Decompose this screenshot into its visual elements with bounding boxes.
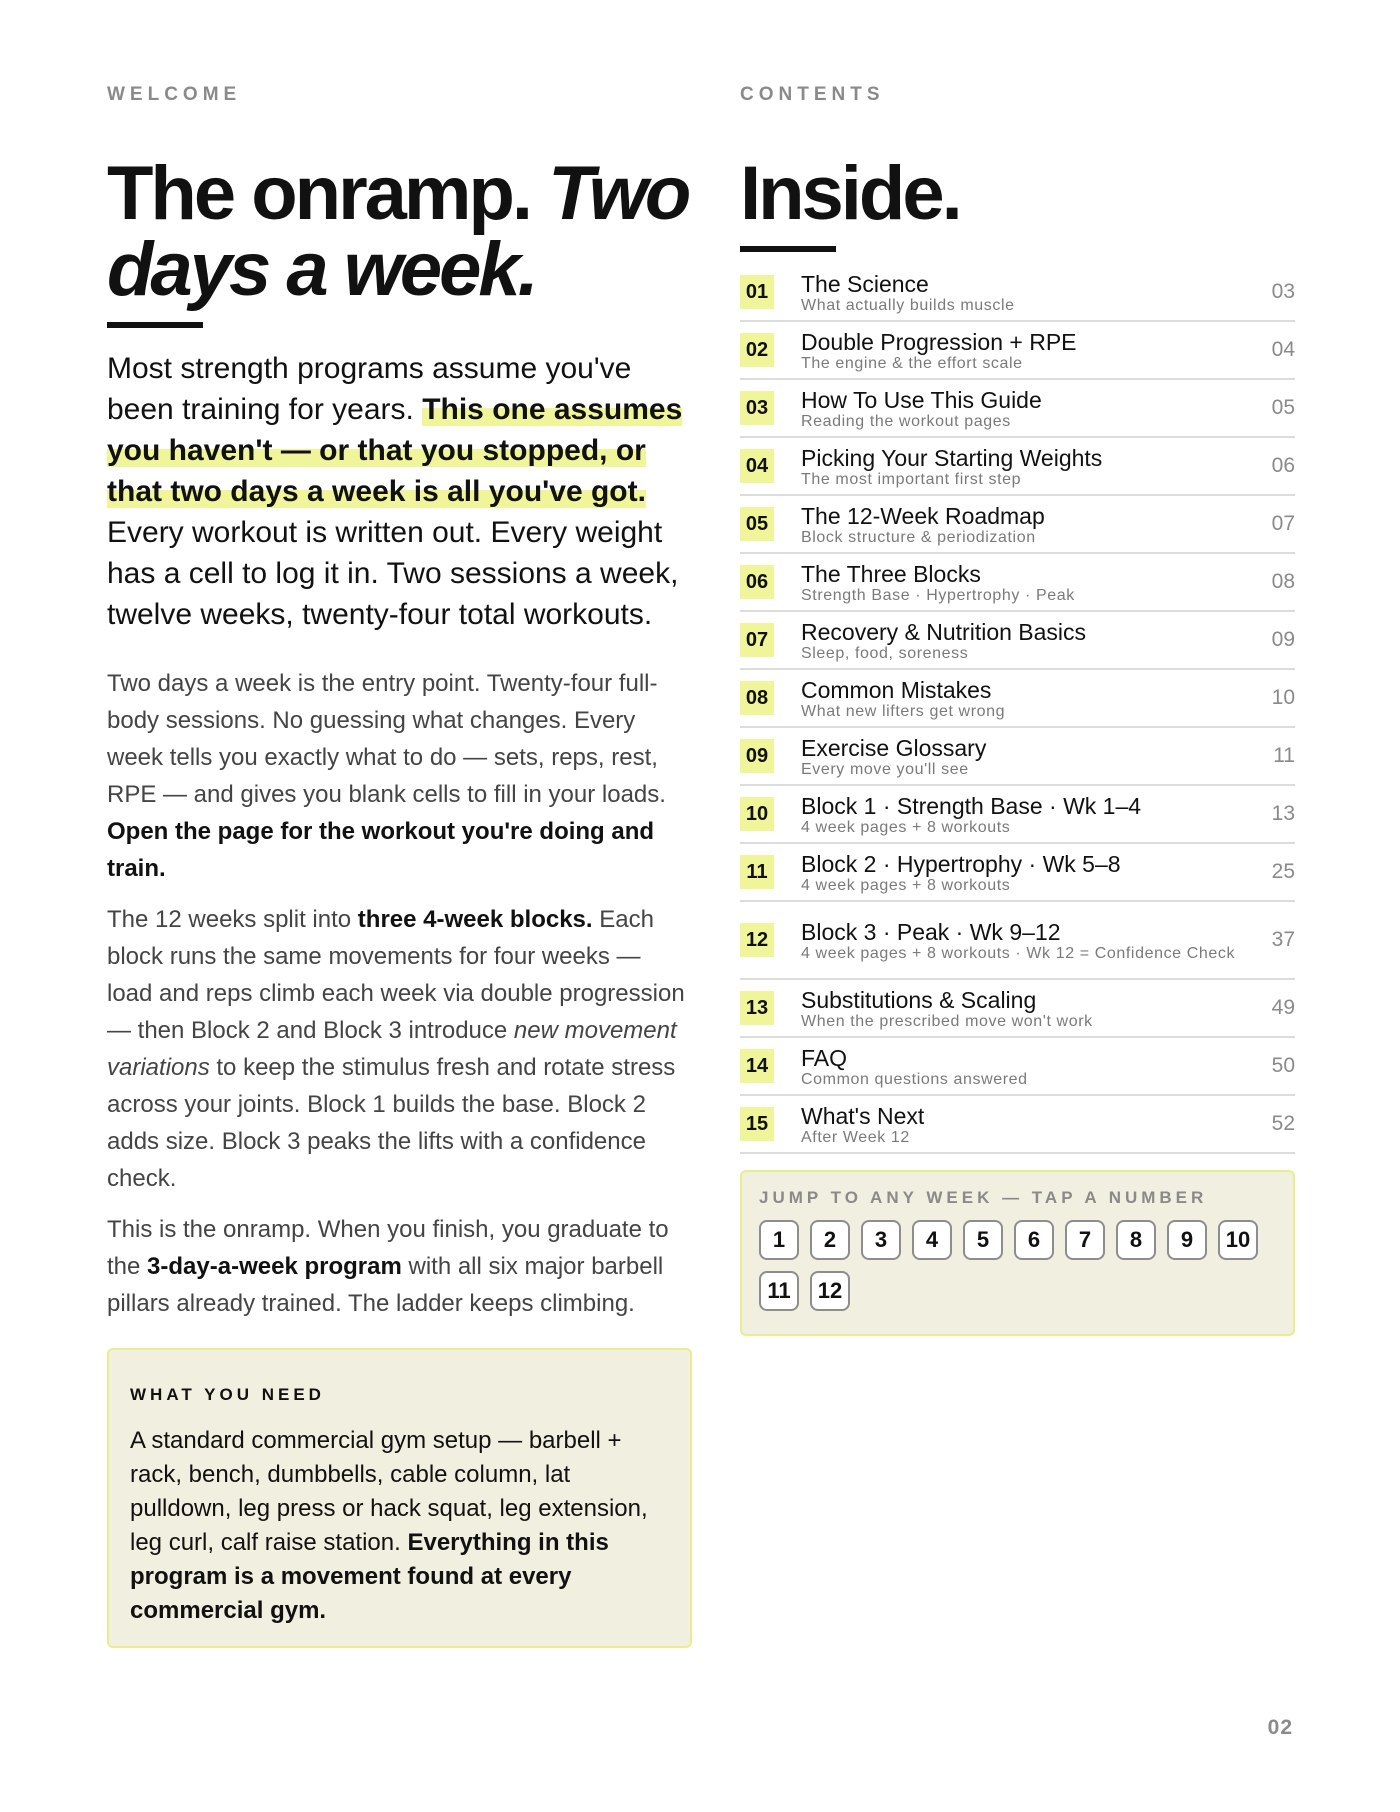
toc-row[interactable] — [740, 1096, 1295, 1154]
toc-subtitle: 4 week pages + 8 workouts — [801, 876, 1011, 894]
toc-page: 13 — [1271, 802, 1295, 825]
toc-entry — [801, 851, 1255, 894]
para1-text: Two days a week is the entry point. Twenty-four full-body sessions. No guessing what changes. Every week tells you exactly what to do — sets, reps, rest, RPE — and gives you blank cells to fill in your loads. — [107, 670, 666, 808]
body-paragraph-3 — [107, 1211, 692, 1322]
toc-row[interactable] — [740, 612, 1295, 670]
toc-entry — [801, 793, 1255, 836]
toc-title: The Three Blocks — [801, 560, 981, 587]
toc-title: Common Mistakes — [801, 676, 992, 703]
toc-page: 08 — [1271, 570, 1295, 593]
week-buttons — [759, 1220, 1276, 1322]
toc-entry — [801, 619, 1255, 662]
toc-number: 15 — [740, 1107, 774, 1141]
lead-highlight: This one assumes you haven't — or that you stopped, or that two days a week is all you've got. — [107, 393, 683, 508]
toc-number: 05 — [740, 507, 774, 541]
toc-entry — [801, 987, 1255, 1030]
toc-page: 03 — [1271, 280, 1295, 303]
lead-paragraph — [107, 348, 692, 635]
body-paragraph-2 — [107, 901, 692, 1197]
table-of-contents — [740, 264, 1295, 1154]
toc-subtitle: After Week 12 — [801, 1128, 910, 1146]
toc-title: Recovery & Nutrition Basics — [801, 618, 1087, 645]
toc-page: 06 — [1271, 454, 1295, 477]
week-button[interactable]: 4 — [912, 1220, 952, 1260]
need-body: A standard commercial gym setup — barbell + rack, bench, dumbbells, cable column, lat pulldown, leg press or hack squat, leg extension, leg curl, calf raise station. — [130, 1427, 648, 1556]
toc-entry — [801, 1103, 1255, 1146]
contents-eyebrow: CONTENTS — [740, 84, 885, 105]
welcome-eyebrow: WELCOME — [107, 84, 242, 105]
toc-entry — [801, 735, 1255, 778]
toc-number: 02 — [740, 333, 774, 367]
para3-b: with all six major barbell pillars already trained. The ladder keeps climbing. — [107, 1253, 664, 1317]
toc-page: 50 — [1271, 1054, 1295, 1077]
toc-page: 11 — [1273, 744, 1295, 767]
toc-number: 08 — [740, 681, 774, 715]
toc-row[interactable] — [740, 554, 1295, 612]
week-button[interactable]: 11 — [759, 1271, 799, 1311]
toc-subtitle: 4 week pages + 8 workouts · Wk 12 = Confidence Check — [801, 944, 1236, 962]
toc-row[interactable] — [740, 786, 1295, 844]
toc-row[interactable] — [740, 902, 1295, 980]
toc-title: Substitutions & Scaling — [801, 986, 1037, 1013]
toc-subtitle: The engine & the effort scale — [801, 354, 1023, 372]
toc-entry — [801, 445, 1255, 488]
para2-b: Each block runs the same movements for four weeks — load and reps climb each week via double progression — then Block 2 and Block 3 introduce — [107, 906, 685, 1044]
toc-entry — [801, 1045, 1255, 1088]
toc-page: 10 — [1271, 686, 1295, 709]
toc-page: 25 — [1271, 860, 1295, 883]
para1-bold: Open the page for the workout you're doing and train. — [107, 818, 655, 882]
lead-after: Every workout is written out. Every weight has a cell to log it in. Two sessions a week, twelve weeks, twenty-four total workouts. — [107, 516, 679, 631]
toc-entry — [801, 919, 1255, 962]
body-paragraph-1 — [107, 665, 692, 887]
toc-row[interactable] — [740, 264, 1295, 322]
week-button[interactable]: 5 — [963, 1220, 1003, 1260]
toc-subtitle: Every move you'll see — [801, 760, 969, 778]
toc-row[interactable] — [740, 670, 1295, 728]
toc-row[interactable] — [740, 322, 1295, 380]
toc-entry — [801, 561, 1255, 604]
week-button[interactable]: 6 — [1014, 1220, 1054, 1260]
contents-rule — [740, 246, 836, 252]
toc-number: 11 — [740, 855, 774, 889]
toc-subtitle: Strength Base · Hypertrophy · Peak — [801, 586, 1075, 604]
toc-number: 10 — [740, 797, 774, 831]
lead-before: Most strength programs assume you've been training for years. — [107, 352, 632, 426]
week-button[interactable]: 12 — [810, 1271, 850, 1311]
week-button[interactable]: 8 — [1116, 1220, 1156, 1260]
toc-subtitle: What new lifters get wrong — [801, 702, 1006, 720]
para2-bold: three 4-week blocks. — [357, 906, 593, 933]
week-button[interactable]: 3 — [861, 1220, 901, 1260]
toc-subtitle: When the prescribed move won't work — [801, 1012, 1093, 1030]
toc-number: 13 — [740, 991, 774, 1025]
para2-italic: new movement variations — [107, 1017, 677, 1081]
title-rule — [107, 322, 203, 328]
toc-page: 52 — [1271, 1112, 1295, 1135]
welcome-column — [107, 84, 692, 1648]
what-you-need-box — [107, 1348, 692, 1648]
toc-row[interactable] — [740, 496, 1295, 554]
toc-number: 03 — [740, 391, 774, 425]
toc-entry — [801, 677, 1255, 720]
toc-row[interactable] — [740, 438, 1295, 496]
toc-entry — [801, 271, 1255, 314]
week-button[interactable]: 2 — [810, 1220, 850, 1260]
contents-column — [740, 84, 1295, 1336]
week-button[interactable]: 1 — [759, 1220, 799, 1260]
week-button[interactable]: 7 — [1065, 1220, 1105, 1260]
toc-row[interactable] — [740, 844, 1295, 902]
toc-number: 07 — [740, 623, 774, 657]
toc-page: 37 — [1271, 928, 1295, 951]
toc-title: How To Use This Guide — [801, 386, 1042, 413]
title-plain: The onramp. — [107, 151, 531, 236]
title-italic-1: Two — [548, 151, 689, 236]
toc-title: What's Next — [801, 1102, 925, 1129]
toc-number: 09 — [740, 739, 774, 773]
toc-number: 06 — [740, 565, 774, 599]
toc-row[interactable] — [740, 728, 1295, 786]
toc-row[interactable] — [740, 1038, 1295, 1096]
toc-subtitle: What actually builds muscle — [801, 296, 1015, 314]
toc-title: Exercise Glossary — [801, 734, 987, 761]
week-button[interactable]: 9 — [1167, 1220, 1207, 1260]
toc-subtitle: Block structure & periodization — [801, 528, 1036, 546]
para3-bold: 3-day-a-week program — [147, 1253, 402, 1280]
title-italic-2: days a week. — [107, 227, 536, 312]
toc-page: 04 — [1271, 338, 1295, 361]
toc-row[interactable] — [740, 980, 1295, 1038]
toc-subtitle: Common questions answered — [801, 1070, 1028, 1088]
toc-title: Block 3 · Peak · Wk 9–12 — [801, 918, 1061, 945]
toc-entry — [801, 387, 1255, 430]
toc-title: FAQ — [801, 1044, 848, 1071]
jump-to-week-box — [740, 1170, 1295, 1336]
toc-number: 01 — [740, 275, 774, 309]
toc-title: Picking Your Starting Weights — [801, 444, 1103, 471]
toc-page: 05 — [1271, 396, 1295, 419]
toc-number: 12 — [740, 923, 774, 957]
toc-title: Double Progression + RPE — [801, 328, 1077, 355]
toc-page: 09 — [1271, 628, 1295, 651]
page-number: 02 — [1267, 1716, 1293, 1739]
contents-title: Inside. — [740, 151, 960, 236]
need-text — [130, 1424, 669, 1628]
toc-page: 07 — [1271, 512, 1295, 535]
toc-entry — [801, 329, 1255, 372]
para2-a: The 12 weeks split into — [107, 906, 352, 933]
need-label: WHAT YOU NEED — [130, 1385, 325, 1404]
jump-label: JUMP TO ANY WEEK — TAP A NUMBER — [759, 1188, 1208, 1207]
week-button[interactable]: 10 — [1218, 1220, 1258, 1260]
need-bold: Everything in this program is a movement found at every commercial gym. — [130, 1529, 609, 1624]
toc-page: 49 — [1271, 996, 1295, 1019]
toc-title: Block 2 · Hypertrophy · Wk 5–8 — [801, 850, 1121, 877]
toc-subtitle: Reading the workout pages — [801, 412, 1011, 430]
para3-a: This is the onramp. When you finish, you graduate to the — [107, 1216, 669, 1280]
toc-subtitle: Sleep, food, soreness — [801, 644, 969, 662]
toc-number: 04 — [740, 449, 774, 483]
toc-number: 14 — [740, 1049, 774, 1083]
toc-title: The 12-Week Roadmap — [801, 502, 1045, 529]
toc-entry — [801, 503, 1255, 546]
toc-title: Block 1 · Strength Base · Wk 1–4 — [801, 792, 1142, 819]
toc-title: The Science — [801, 270, 929, 297]
toc-row[interactable] — [740, 380, 1295, 438]
welcome-title — [107, 151, 692, 312]
para2-c: to keep the stimulus fresh and rotate stress across your joints. Block 1 builds the base. Block 2 adds size. Block 3 peaks the lifts with a confidence check. — [107, 1054, 676, 1192]
toc-subtitle: 4 week pages + 8 workouts — [801, 818, 1011, 836]
toc-subtitle: The most important first step — [801, 470, 1022, 488]
